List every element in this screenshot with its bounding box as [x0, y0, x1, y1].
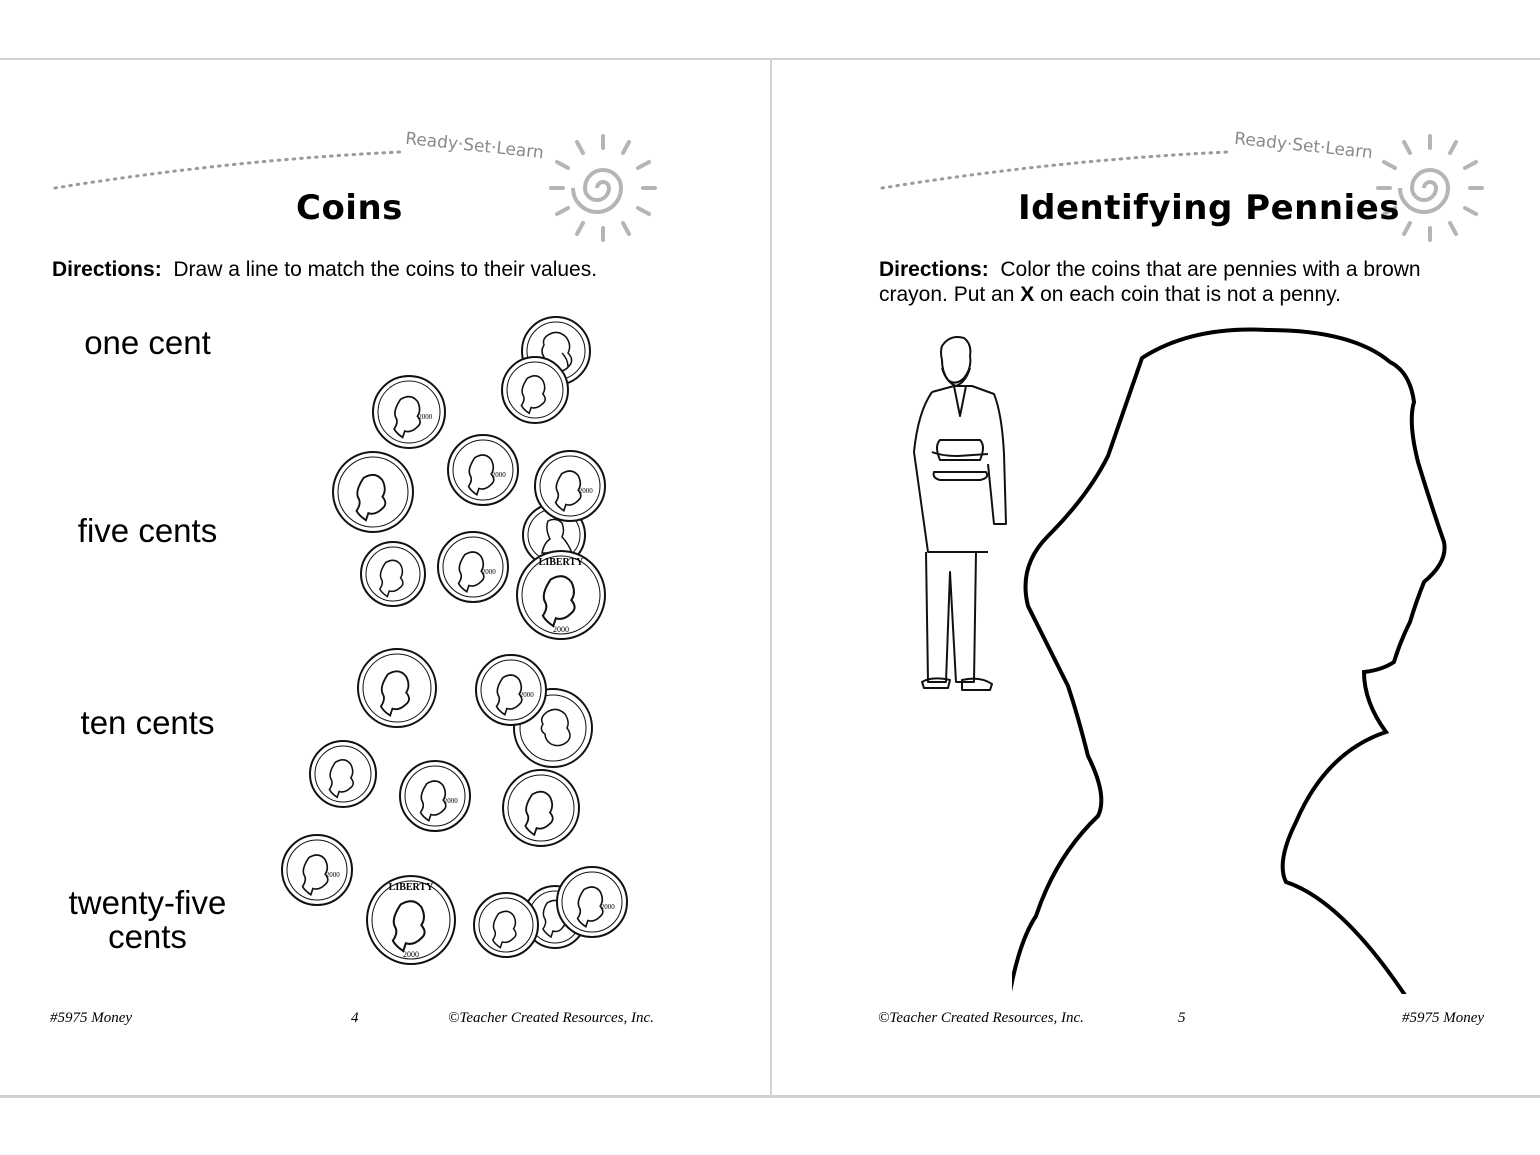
- coin-year-text: 2000: [443, 797, 458, 805]
- penny-icon[interactable]: [474, 653, 548, 727]
- directions-x: X: [1020, 283, 1035, 306]
- footer-book-id: #5975 Money: [1402, 1010, 1485, 1026]
- label-one-cent: one cent: [84, 324, 211, 361]
- coin-year-text: 2000: [325, 871, 340, 879]
- coin-year-text: 2000: [600, 903, 615, 911]
- directions-label: Directions:: [52, 258, 162, 281]
- header-decoration: [0, 60, 770, 260]
- directions-label: Directions:: [879, 258, 989, 281]
- coin-year-text: 2000: [491, 471, 506, 479]
- coin-year-text: 2000: [553, 625, 569, 634]
- brand-text: Ready·Set·Learn: [404, 128, 545, 164]
- penny-icon[interactable]: [436, 530, 510, 604]
- penny-icon[interactable]: [446, 433, 520, 507]
- footer-page-number: 5: [1178, 1010, 1186, 1026]
- coin-year-text: 2000: [481, 568, 496, 576]
- nickel-icon[interactable]: [356, 647, 438, 729]
- nickel-icon[interactable]: [331, 450, 415, 534]
- penny-icon[interactable]: [398, 759, 472, 833]
- directions: [52, 257, 597, 282]
- label-ten-cents: ten cents: [80, 704, 215, 741]
- directions-text-line2b: on each coin that is not a penny.: [1040, 283, 1341, 306]
- footer-publisher: ©Teacher Created Resources, Inc.: [448, 1010, 654, 1026]
- coin-year-text: 2000: [418, 413, 433, 422]
- dime-icon[interactable]: [359, 540, 427, 608]
- directions: [879, 257, 1499, 307]
- directions-text-line1: Color the coins that are pennies with a brown: [1000, 258, 1421, 281]
- footer-page-number: 4: [351, 1010, 359, 1026]
- penny-icon[interactable]: [533, 449, 607, 523]
- footer-book-id: #5975 Money: [50, 1010, 133, 1026]
- penny-icon[interactable]: [371, 374, 447, 450]
- dime-icon[interactable]: [308, 739, 378, 809]
- directions-text: Draw a line to match the coins to their values.: [173, 258, 598, 281]
- header-decoration: [772, 60, 1540, 260]
- label-twenty-five-cents: twenty-five cents: [68, 884, 227, 955]
- label-five-cents: five cents: [77, 512, 218, 549]
- coin-year-text: 2000: [578, 487, 593, 495]
- directions-text-line2a: crayon. Put an: [879, 283, 1015, 306]
- lincoln-figure-icon: [902, 332, 1022, 704]
- coin-liberty-text: LIBERTY: [538, 557, 584, 568]
- nickel-icon[interactable]: [501, 768, 581, 848]
- page-title: Coins: [296, 188, 403, 228]
- sun-swirl-icon: [551, 136, 655, 240]
- footer-publisher: ©Teacher Created Resources, Inc.: [878, 1010, 1084, 1026]
- lincoln-head-silhouette: [1012, 322, 1512, 994]
- page-title: Identifying Pennies: [1018, 188, 1400, 228]
- quarter-icon[interactable]: [365, 874, 457, 966]
- brand-text: Ready·Set·Learn: [1233, 128, 1374, 164]
- coin-liberty-text: LIBERTY: [388, 882, 434, 893]
- penny-icon[interactable]: [555, 865, 629, 939]
- coin-year-text: 2000: [403, 950, 419, 959]
- penny-icon[interactable]: [280, 833, 354, 907]
- dime-icon[interactable]: [472, 891, 540, 959]
- quarter-icon[interactable]: [515, 549, 607, 641]
- dime-icon[interactable]: [500, 355, 570, 425]
- coin-year-text: 2000: [519, 691, 534, 699]
